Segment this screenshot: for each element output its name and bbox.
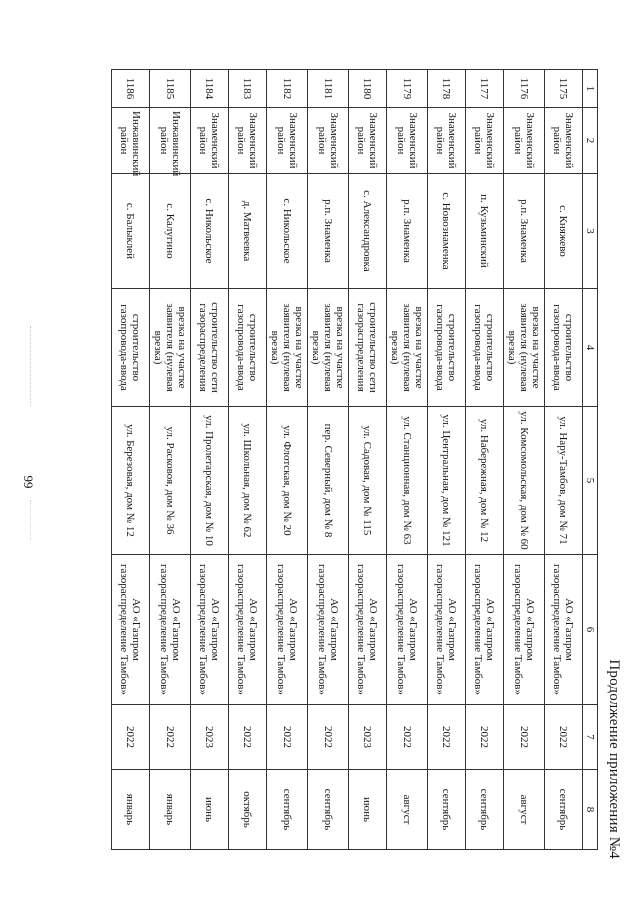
year-cell: 2022 bbox=[428, 705, 466, 770]
address-cell: ул. Нару-Тамбов, дом № 71 bbox=[545, 407, 583, 555]
address-cell: ул. Комсомольская, дом № 60 bbox=[504, 407, 545, 555]
district-cell: Инжавинский район bbox=[150, 108, 191, 174]
organization-cell: АО «Газпром газораспределение Тамбов» bbox=[229, 555, 267, 705]
month-cell: сентябрь bbox=[428, 770, 466, 850]
district-cell: Знаменский район bbox=[428, 108, 466, 174]
district-cell: Знаменский район bbox=[267, 108, 308, 174]
month-cell: октябрь bbox=[229, 770, 267, 850]
district-cell: Знаменский район bbox=[387, 108, 428, 174]
year-cell: 2022 bbox=[308, 705, 349, 770]
organization-cell: АО «Газпром газораспределение Тамбов» bbox=[349, 555, 387, 705]
year-cell: 2022 bbox=[229, 705, 267, 770]
month-cell: сентябрь bbox=[267, 770, 308, 850]
organization-cell: АО «Газпром газораспределение Тамбов» bbox=[545, 555, 583, 705]
table-row bbox=[308, 70, 349, 850]
row-number: 1180 bbox=[349, 70, 387, 108]
column-number: 6 bbox=[583, 555, 598, 705]
month-cell: сентябрь bbox=[308, 770, 349, 850]
work-type-cell: строительство сети газораспределения bbox=[191, 289, 229, 407]
locality-cell: р.п. Знаменка bbox=[308, 174, 349, 289]
table-row bbox=[191, 70, 229, 850]
month-cell: август bbox=[504, 770, 545, 850]
locality-cell: с. Александровка bbox=[349, 174, 387, 289]
table-row bbox=[349, 70, 387, 850]
address-cell: ул. Флотская, дом № 20 bbox=[267, 407, 308, 555]
table-row bbox=[387, 70, 428, 850]
work-type-cell: строительство газопровода-ввода bbox=[112, 289, 150, 407]
work-type-cell: строительство сети газораспределения bbox=[349, 289, 387, 407]
table-row bbox=[504, 70, 545, 850]
district-cell: Знаменский район bbox=[504, 108, 545, 174]
month-cell: июнь bbox=[191, 770, 229, 850]
organization-cell: АО «Газпром газораспределение Тамбов» bbox=[112, 555, 150, 705]
work-type-cell: строительство газопровода-ввода bbox=[466, 289, 504, 407]
locality-cell: р.п. Знаменка bbox=[504, 174, 545, 289]
work-type-cell: врезка на участке заявителя (нулевая врезка) bbox=[387, 289, 428, 407]
district-cell: Инжавинский район bbox=[112, 108, 150, 174]
row-number: 1175 bbox=[545, 70, 583, 108]
table-row bbox=[150, 70, 191, 850]
address-cell: ул. Центральная, дом № 121 bbox=[428, 407, 466, 555]
row-number: 1182 bbox=[267, 70, 308, 108]
district-cell: Знаменский район bbox=[466, 108, 504, 174]
month-cell: июнь bbox=[349, 770, 387, 850]
locality-cell: п. Кузьминский bbox=[466, 174, 504, 289]
district-cell: Знаменский район bbox=[191, 108, 229, 174]
year-cell: 2022 bbox=[545, 705, 583, 770]
organization-cell: АО «Газпром газораспределение Тамбов» bbox=[466, 555, 504, 705]
gasification-table bbox=[111, 69, 598, 850]
appendix-caption: Продолжение приложения №4 bbox=[606, 659, 622, 859]
table-row bbox=[267, 70, 308, 850]
column-number: 7 bbox=[583, 705, 598, 770]
year-cell: 2022 bbox=[466, 705, 504, 770]
organization-cell: АО «Газпром газораспределение Тамбов» bbox=[267, 555, 308, 705]
month-cell: август bbox=[387, 770, 428, 850]
organization-cell: АО «Газпром газораспределение Тамбов» bbox=[428, 555, 466, 705]
organization-cell: АО «Газпром газораспределение Тамбов» bbox=[308, 555, 349, 705]
row-number: 1177 bbox=[466, 70, 504, 108]
row-number: 1179 bbox=[387, 70, 428, 108]
organization-cell: АО «Газпром газораспределение Тамбов» bbox=[504, 555, 545, 705]
row-number: 1186 bbox=[112, 70, 150, 108]
locality-cell: с. Новознаменка bbox=[428, 174, 466, 289]
district-cell: Знаменский район bbox=[308, 108, 349, 174]
row-number: 1184 bbox=[191, 70, 229, 108]
address-cell: ул. Набережная, дом № 12 bbox=[466, 407, 504, 555]
year-cell: 2022 bbox=[387, 705, 428, 770]
address-cell: ул. Расковоя, дом № 36 bbox=[150, 407, 191, 555]
year-cell: 2023 bbox=[349, 705, 387, 770]
district-cell: Знаменский район bbox=[229, 108, 267, 174]
column-number: 5 bbox=[583, 407, 598, 555]
address-cell: ул. Пролетарская, дом № 10 bbox=[191, 407, 229, 555]
month-cell: январь bbox=[112, 770, 150, 850]
row-number: 1176 bbox=[504, 70, 545, 108]
work-type-cell: врезка на участке заявителя (нулевая врезка) bbox=[267, 289, 308, 407]
work-type-cell: врезка на участке заявителя (нулевая врезка) bbox=[150, 289, 191, 407]
table-row bbox=[545, 70, 583, 850]
table-row bbox=[229, 70, 267, 850]
row-number: 1181 bbox=[308, 70, 349, 108]
column-number: 2 bbox=[583, 108, 598, 174]
column-number: 1 bbox=[583, 70, 598, 108]
locality-cell: с. Княжево bbox=[545, 174, 583, 289]
month-cell: сентябрь bbox=[545, 770, 583, 850]
work-type-cell: строительство газопровода-ввода bbox=[428, 289, 466, 407]
month-cell: январь bbox=[150, 770, 191, 850]
locality-cell: с. Никольское bbox=[191, 174, 229, 289]
address-cell: пер. Северный, дом № 8 bbox=[308, 407, 349, 555]
organization-cell: АО «Газпром газораспределение Тамбов» bbox=[387, 555, 428, 705]
organization-cell: АО «Газпром газораспределение Тамбов» bbox=[191, 555, 229, 705]
locality-cell: с. Балыклей bbox=[112, 174, 150, 289]
work-type-cell: строительство газопровода-ввода bbox=[545, 289, 583, 407]
address-cell: ул. Березовая, дом № 12 bbox=[112, 407, 150, 555]
locality-cell: д. Матвеевка bbox=[229, 174, 267, 289]
work-type-cell: строительство газопровода-ввода bbox=[229, 289, 267, 407]
row-number: 1185 bbox=[150, 70, 191, 108]
year-cell: 2022 bbox=[267, 705, 308, 770]
month-cell: сентябрь bbox=[466, 770, 504, 850]
work-type-cell: врезка на участке заявителя (нулевая врезка) bbox=[308, 289, 349, 407]
address-cell: ул. Школьная, дом № 62 bbox=[229, 407, 267, 555]
table-row bbox=[428, 70, 466, 850]
column-number: 3 bbox=[583, 174, 598, 289]
address-cell: ул. Станционная, дом № 63 bbox=[387, 407, 428, 555]
year-cell: 2022 bbox=[504, 705, 545, 770]
page-number: 99 bbox=[21, 475, 36, 489]
organization-cell: АО «Газпром газораспределение Тамбов» bbox=[150, 555, 191, 705]
column-number-row bbox=[583, 70, 598, 850]
year-cell: 2023 bbox=[191, 705, 229, 770]
locality-cell: с. Никольское bbox=[267, 174, 308, 289]
rotated-page-content bbox=[25, 45, 625, 865]
column-number: 8 bbox=[583, 770, 598, 850]
address-cell: ул. Садовая, дом № 115 bbox=[349, 407, 387, 555]
row-number: 1183 bbox=[229, 70, 267, 108]
district-cell: Знаменский район bbox=[349, 108, 387, 174]
locality-cell: р.п. Знаменка bbox=[387, 174, 428, 289]
year-cell: 2022 bbox=[150, 705, 191, 770]
work-type-cell: врезка на участке заявителя (нулевая врезка) bbox=[504, 289, 545, 407]
year-cell: 2022 bbox=[112, 705, 150, 770]
row-number: 1178 bbox=[428, 70, 466, 108]
table-row bbox=[112, 70, 150, 850]
district-cell: Знаменский район bbox=[545, 108, 583, 174]
locality-cell: с. Калугино bbox=[150, 174, 191, 289]
table-row bbox=[466, 70, 504, 850]
column-number: 4 bbox=[583, 289, 598, 407]
